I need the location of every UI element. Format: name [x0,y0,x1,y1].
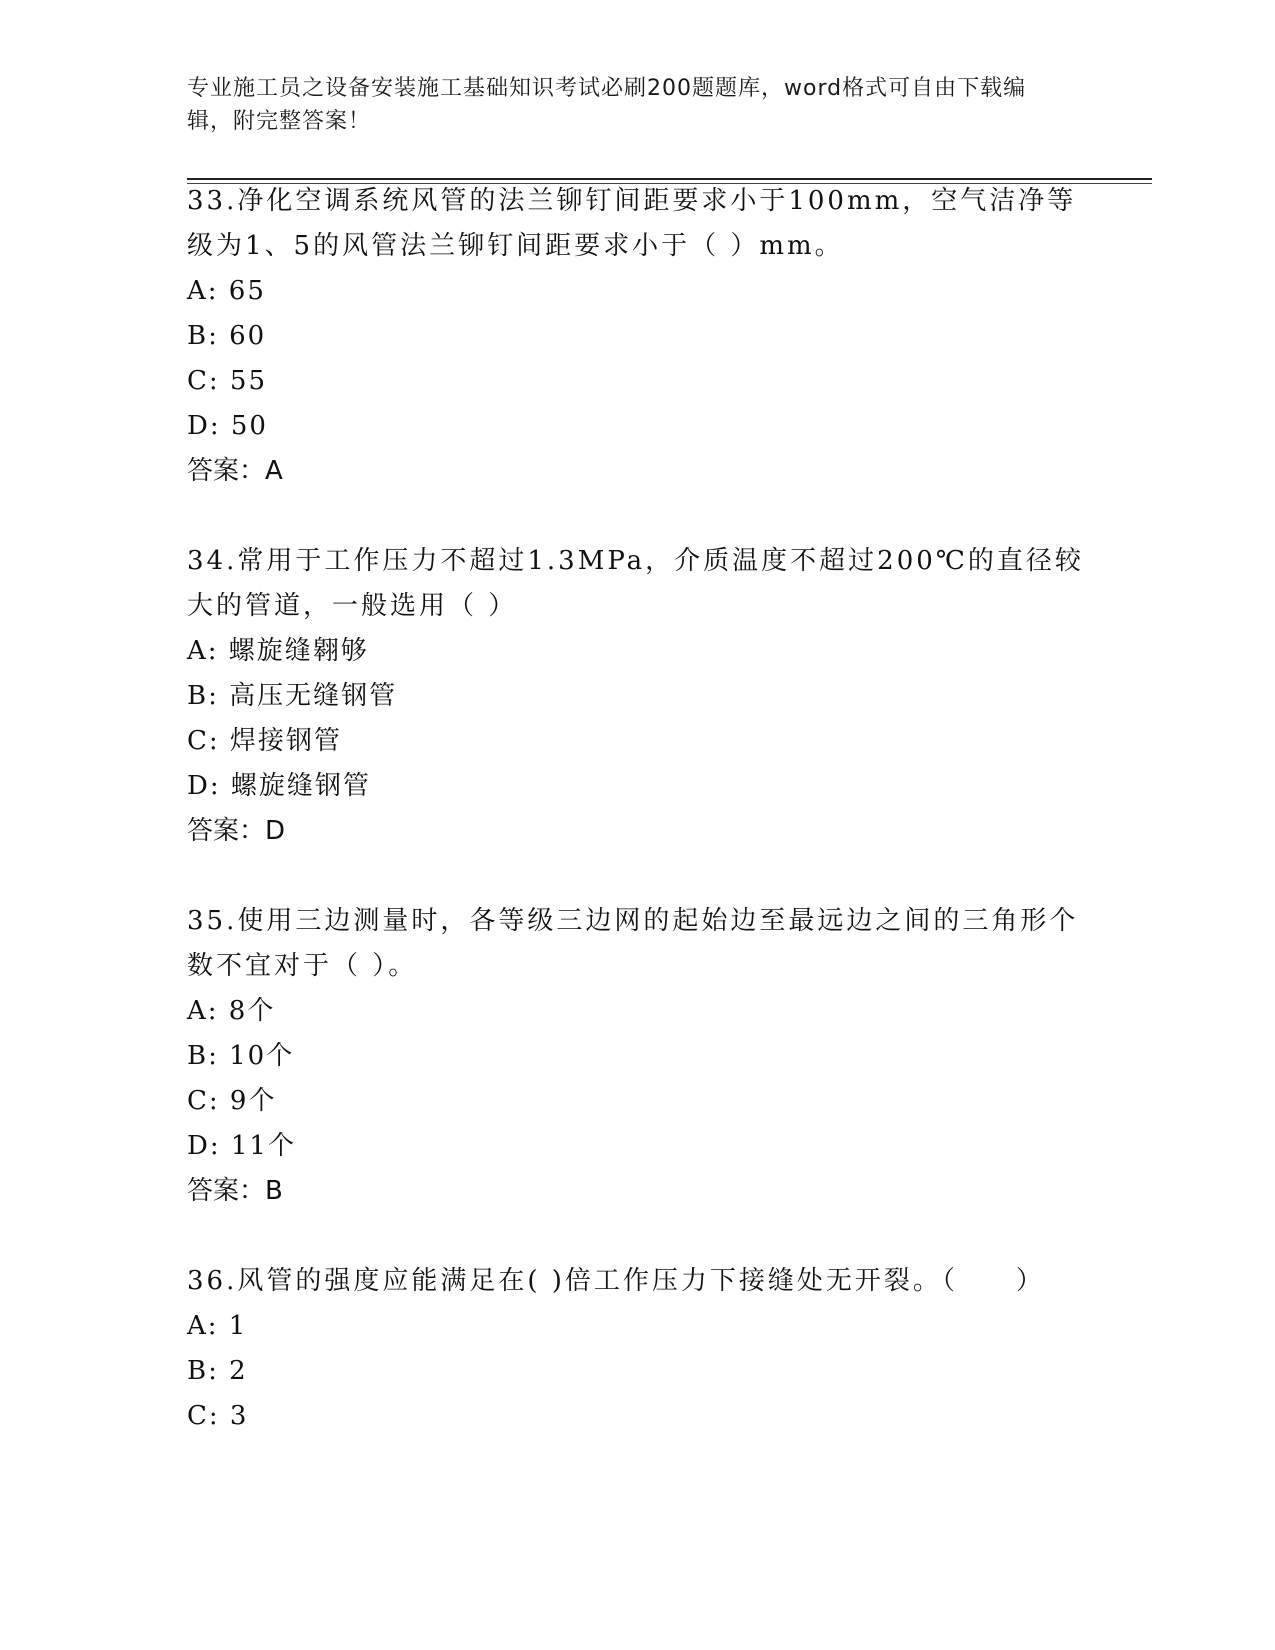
question-stem: 34.常用于工作压力不超过1.3MPa，介质温度不超过200℃的直径较大的管道，一般选用（ ） [187,546,1084,621]
option-a: A: 螺旋缝翱够 [187,636,369,666]
option-d: D: 50 [187,411,268,441]
option-c: C: 9个 [187,1086,277,1116]
answer-line: 答案：B [187,1176,283,1206]
answer-line: 答案：A [187,456,283,486]
option-b: B: 60 [187,321,267,351]
question-stem: 33.净化空调系统风管的法兰铆钉间距要求小于100mm，空气洁净等级为1、5的风管法兰铆钉间距要求小于（ ）mm。 [187,186,1077,261]
option-b: B: 2 [187,1356,248,1386]
option-c: C: 焊接钢管 [187,726,342,756]
option-a: A: 65 [187,276,266,306]
option-d: D: 11个 [187,1131,296,1161]
question-35 [187,899,1087,1214]
question-stem: 36.风管的强度应能满足在( )倍工作压力下接缝处无开裂。（ ） [187,1266,1045,1296]
question-33 [187,179,1087,494]
document-header: 专业施工员之设备安装施工基础知识考试必刷200题题库，word格式可自由下载编辑，附完整答案！ [187,76,1027,134]
option-c: C: 3 [187,1401,249,1431]
option-b: B: 高压无缝钢管 [187,681,398,711]
option-a: A: 1 [187,1311,248,1341]
question-34 [187,539,1087,854]
option-a: A: 8个 [187,996,276,1026]
option-c: C: 55 [187,366,268,396]
option-d: D: 螺旋缝钢管 [187,771,371,801]
answer-line: 答案：D [187,816,286,846]
question-stem: 35.使用三边测量时，各等级三边网的起始边至最远边之间的三角形个数不宜对于（ ）。 [187,906,1079,981]
option-b: B: 10个 [187,1041,295,1071]
question-36 [187,1259,1087,1439]
